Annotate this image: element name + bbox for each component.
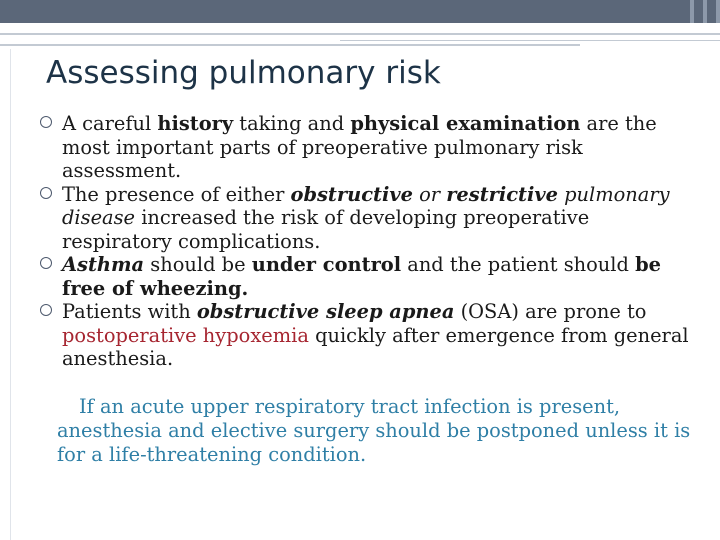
header-stripes xyxy=(690,0,720,23)
decorative-line-2 xyxy=(340,40,720,41)
text: increased the risk of developing preoperative respiratory complications. xyxy=(62,206,590,253)
text: are the most important parts of preoperative pulmonary risk assessment. xyxy=(62,112,657,182)
text: Patients with xyxy=(62,300,197,323)
text: A careful xyxy=(62,112,158,135)
decorative-line-1 xyxy=(0,33,720,35)
decorative-line-4 xyxy=(10,49,11,540)
slide-title: Assessing pulmonary risk xyxy=(46,55,441,91)
text: taking and xyxy=(233,112,351,135)
text-bold-italic: restrictive xyxy=(446,182,558,206)
text: The presence of either xyxy=(62,182,291,206)
bullet-history-exam xyxy=(40,112,700,183)
circle-bullet-icon xyxy=(40,187,52,199)
text: quickly after emergence from general anesthesia. xyxy=(62,323,689,370)
text-bold-italic: obstructive sleep apnea xyxy=(196,300,455,323)
text: and the patient should xyxy=(401,253,636,276)
circle-bullet-icon xyxy=(40,257,52,269)
text-highlight-red: postoperative hypoxemia xyxy=(62,323,309,347)
text: should be xyxy=(144,253,252,276)
text-bold: under control xyxy=(251,253,402,276)
text-bold-italic: obstructive xyxy=(290,182,413,206)
decorative-line-3 xyxy=(0,44,580,46)
bullet-asthma xyxy=(40,253,700,300)
uri-note: If an acute upper respiratory tract infection is present, anesthesia and elective surgery should be postponed unless it is for a life-threatening condition. xyxy=(57,395,691,466)
header-bar xyxy=(0,0,720,23)
circle-bullet-icon xyxy=(40,116,52,128)
text-bold: be free of wheezing. xyxy=(62,253,661,300)
bullet-list xyxy=(40,112,700,371)
circle-bullet-icon xyxy=(40,304,52,316)
bullet-obstructive-restrictive xyxy=(40,183,700,254)
text-italic: or xyxy=(412,182,447,206)
text-bold: history xyxy=(157,112,234,135)
text-italic: pulmonary disease xyxy=(62,182,670,229)
bullet-sleep-apnea xyxy=(40,300,700,371)
text-bold-italic: Asthma xyxy=(62,253,145,276)
text: (OSA) are prone to xyxy=(454,300,647,323)
text-bold: physical examination xyxy=(350,112,581,135)
